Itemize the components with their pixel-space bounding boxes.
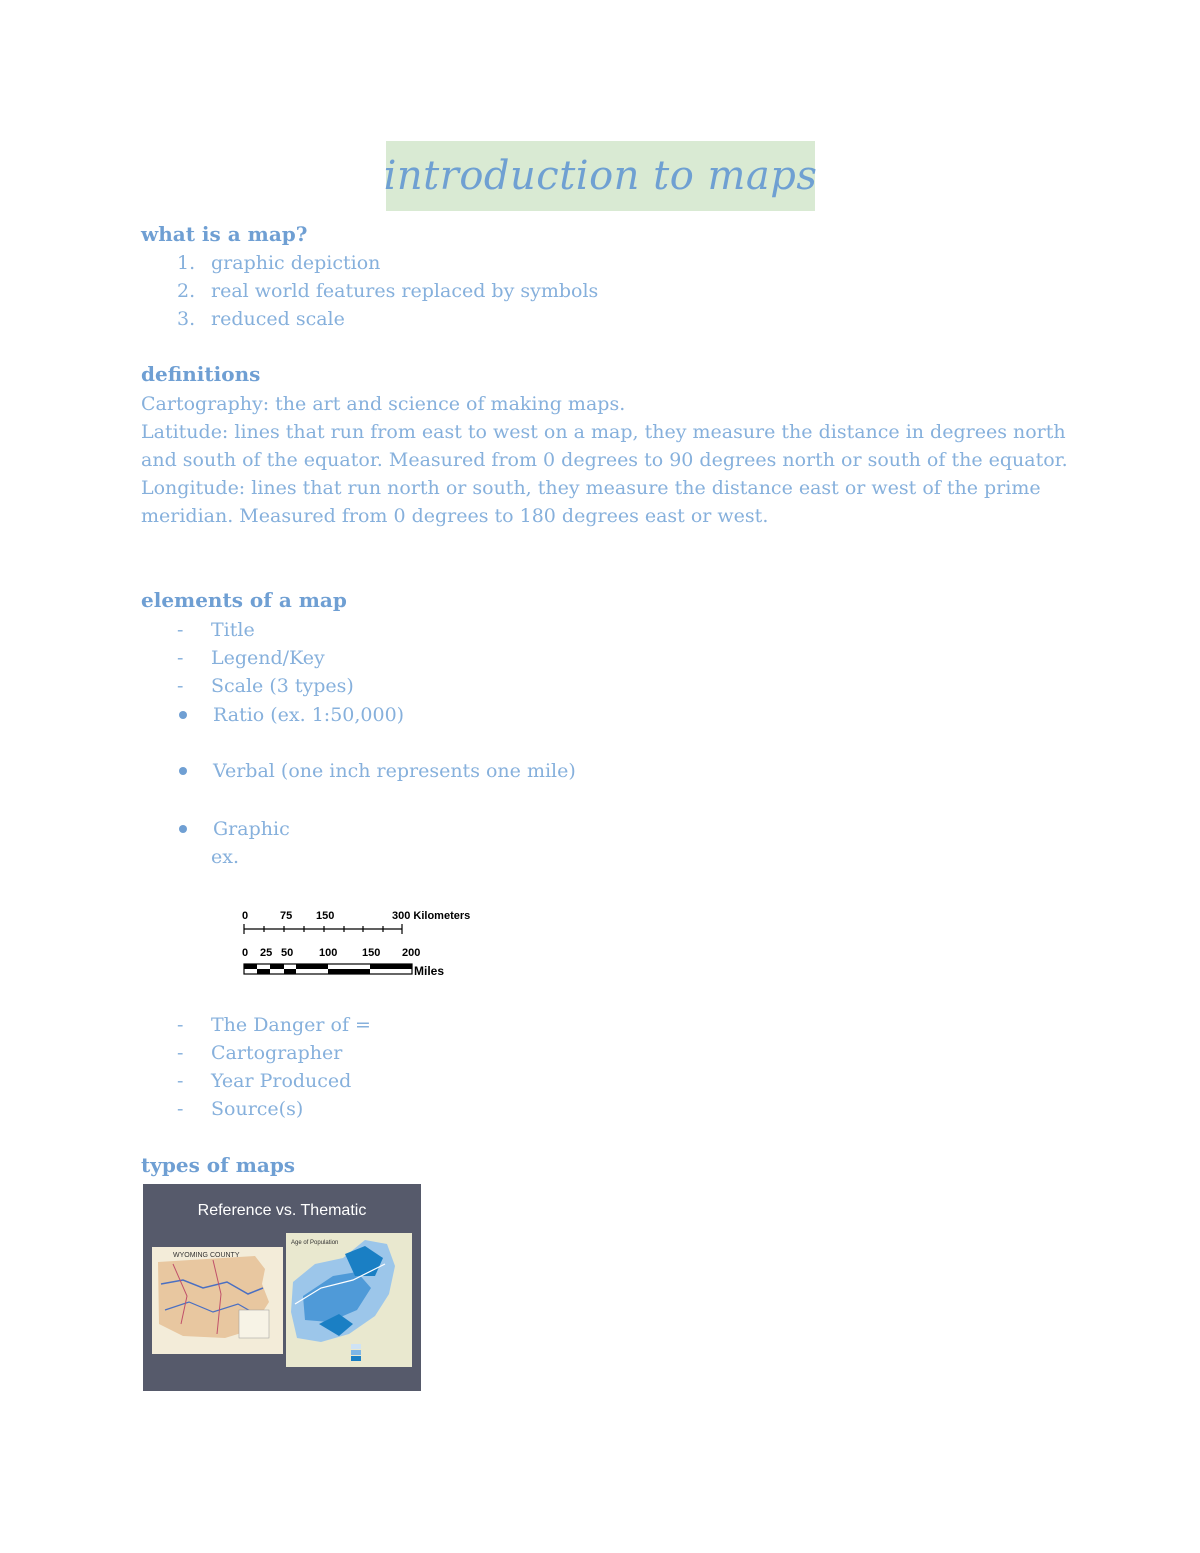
definition-line: and south of the equator. Measured from 0 degrees to 90 degrees north or south of the equator. (141, 449, 1068, 471)
thematic-map-title: Age of Population (291, 1240, 339, 1246)
ex-label: ex. (211, 846, 239, 868)
mile-tick-label: 150 (362, 947, 381, 959)
elements-list-bottom (141, 1011, 371, 1123)
km-tick-label: 150 (316, 910, 335, 922)
thematic-map-image (286, 1233, 412, 1367)
list-item: - Cartographer (177, 1042, 343, 1064)
title-banner (383, 141, 818, 211)
list-item: - Source(s) (177, 1098, 304, 1120)
bullet-dot (179, 711, 187, 719)
list-item: 2. real world features replaced by symbols (177, 280, 599, 302)
list-item: - Legend/Key (177, 647, 325, 669)
heading-what-is-a-map: what is a map? (141, 222, 308, 246)
scale-type-item: Verbal (one inch represents one mile) (141, 757, 576, 785)
mile-tick-label: 50 (281, 947, 294, 959)
graphic-scale-bar (236, 905, 476, 980)
list-item: 1. graphic depiction (177, 252, 381, 274)
heading-definitions: definitions (141, 362, 261, 386)
km-tick-label: 0 (242, 910, 249, 922)
list-item: - Scale (3 types) (177, 675, 354, 697)
mile-tick-label: 25 (260, 947, 273, 959)
heading-types-of-maps: types of maps (141, 1153, 296, 1177)
elements-list-top (141, 616, 354, 700)
reference-map-title: WYOMING COUNTY (173, 1252, 240, 1259)
km-tick-label: 75 (280, 910, 293, 922)
scale-type-item: Graphic (141, 815, 290, 843)
definitions-text (141, 390, 1068, 530)
slide-title: Reference vs. Thematic (197, 1202, 367, 1219)
bullet-dot (179, 825, 187, 833)
list-item: - Title (177, 619, 255, 641)
bullet-dot (179, 767, 187, 775)
what-list (141, 249, 598, 333)
km-tick-label: 300 Kilometers (392, 910, 471, 922)
definition-line: meridian. Measured from 0 degrees to 180 degrees east or west. (141, 505, 769, 527)
reference-vs-thematic-slide (143, 1184, 421, 1391)
definition-line: Longitude: lines that run north or south, they measure the distance east or west of the prime (141, 477, 1041, 499)
list-item: - Year Produced (177, 1070, 352, 1092)
mile-tick-label: 0 (242, 947, 249, 959)
definition-line: Cartography: the art and science of making maps. (141, 393, 626, 415)
reference-map-image (152, 1247, 283, 1354)
mile-tick-label: 100 (319, 947, 338, 959)
list-item: - The Danger of = (177, 1014, 371, 1036)
km-scale-line (244, 924, 402, 934)
mile-tick-label: 200 (402, 947, 421, 959)
list-item: 3. reduced scale (177, 308, 345, 330)
mile-unit-label: Miles (414, 964, 445, 978)
scale-type-item: Ratio (ex. 1:50,000) (141, 701, 404, 729)
heading-elements: elements of a map (141, 588, 347, 612)
definition-line: Latitude: lines that run from east to west on a map, they measure the distance in degrees north (141, 421, 1066, 443)
page-title: introduction to maps (383, 153, 818, 199)
mile-scale-bar (244, 964, 412, 974)
